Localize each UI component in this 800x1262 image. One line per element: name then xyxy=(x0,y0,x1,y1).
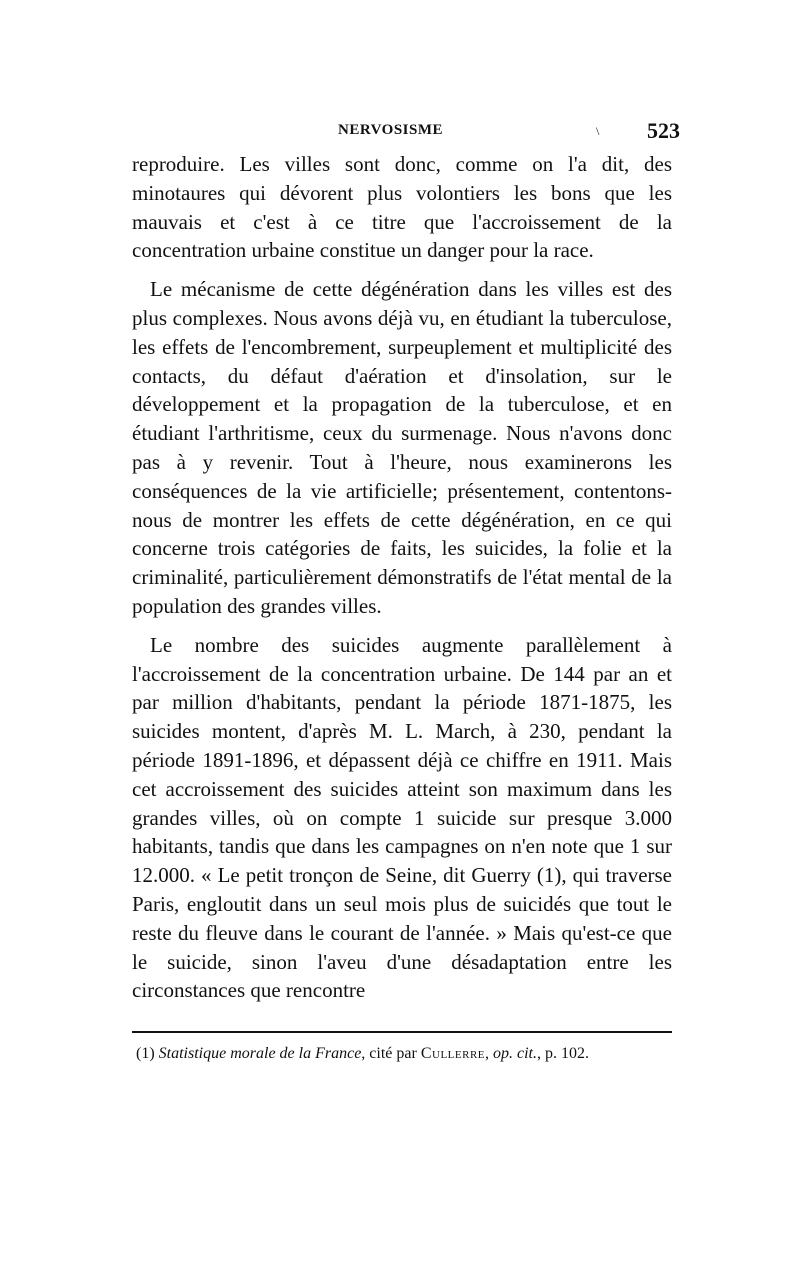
body-text xyxy=(132,150,672,1015)
page-number: 523 xyxy=(647,118,680,143)
footnote-page: , p. 102. xyxy=(537,1045,589,1062)
paragraph-degeneration: Le mécanisme de cette dégénération dans les villes est des plus complexes. Nous avons déjà vu, en étudiant la tuberculose, les effets de l'encombrement, surpeuplement et multiplicité des contacts, du défaut d'aération et d'insolation, sur le développement et la propagation de la tuberculose, et en étudiant l'arthritisme, ceux du surmenage. Nous n'avons donc pas à y revenir. Tout à l'heure, nous examinerons les conséquences de la vie artificielle; présentement, contentons-nous de montrer les effets de cette dégénération, en ce qui concerne trois catégories de faits, les suicides, la folie et la criminalité, particulièrement démonstratifs de l'état mental de la population des grandes villes. xyxy=(132,277,672,618)
stray-mark: \ xyxy=(596,124,600,138)
running-head xyxy=(132,118,680,148)
paragraph-suicides: Le nombre des suicides augmente parallèlement à l'accroissement de la concentration urbaine. De 144 par an et par million d'habitants, pendant la période 1871-1875, les suicides montent, d'après M. L. March, à 230, pendant la période 1891-1896, et dépassent déjà ce chiffre en 1911. Mais cet accroissement des suicides atteint son maximum dans les grandes villes, où on compte 1 suicide sur presque 3.000 habitants, tandis que dans les campagnes on n'en note que 1 sur 12.000. « Le petit tronçon de Seine, dit Guerry (1), qui traverse Paris, engloutit dans un seul mois plus de suicidés que tout le reste du fleuve dans le courant de l'année. » Mais qu'est-ce que le suicide, sinon l'aveu d'une désadaptation entre les circonstances que rencontre xyxy=(132,632,672,1003)
footnote-marker: (1) xyxy=(136,1045,155,1062)
footnote-rule xyxy=(132,1031,672,1033)
footnote-title: Statistique morale de la France xyxy=(158,1045,362,1062)
footnote-ref: op. cit. xyxy=(493,1045,537,1062)
paragraph-continued: reproduire. Les villes sont donc, comme on l'a dit, des minotaures qui dévorent plus volontiers les bons que les mauvais et c'est à ce titre que l'accroissement de la concentration urbaine constitue un danger pour la race. xyxy=(132,152,672,263)
footnote-cited: , cité par xyxy=(361,1045,417,1062)
footnote-author: Cullerre xyxy=(420,1045,485,1062)
running-title: NERVOSISME xyxy=(338,122,444,138)
footnote: (1) Statistique morale de la France, cité par Cullerre, op. cit., p. 102. xyxy=(136,1045,589,1062)
